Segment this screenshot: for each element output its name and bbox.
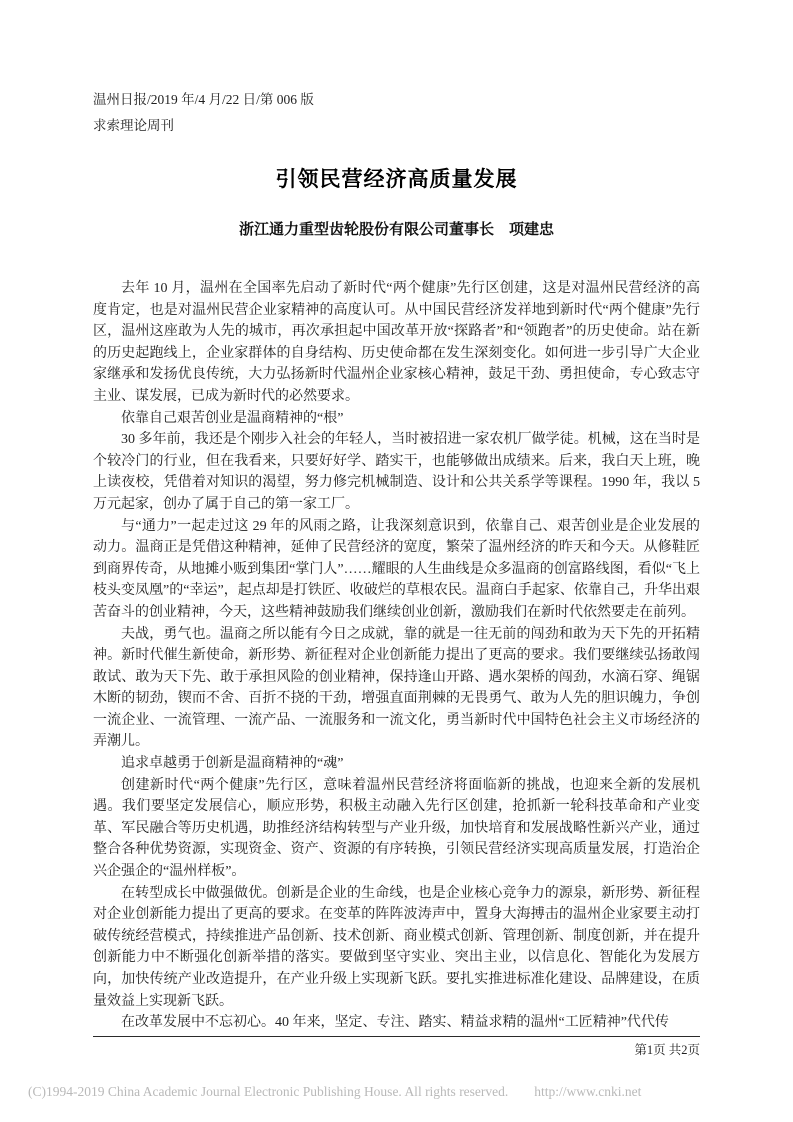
source-line: 温州日报/2019 年/4 月/22 日/第 006 版 <box>93 92 314 107</box>
article-paragraph: 30 多年前，我还是个刚步入社会的年轻人，当时被招进一家农机厂做学徒。机械，这在当时是个较冷门的行业，但在我看来，只要好好学、踏实干，也能够做出成绩来。后来，我白天上班，晚上读夜校，凭借着对知识的渴望，努力修完机械制造、设计和公共关系学等课程。1990 年，我以 5 万元起家，创办了属于自己的第一家工厂。 <box>93 432 700 512</box>
page-content <box>93 0 700 1034</box>
section-subhead: 依靠自己艰苦创业是温商精神的“根” <box>121 410 344 426</box>
copyright-text: (C)1994-2019 China Academic Journal Electronic Publishing House. All rights reserved. <box>28 1084 509 1099</box>
page-indicator: 第1页 共2页 <box>634 1043 700 1057</box>
article-paragraph: 在改革发展中不忘初心。40 年来，坚定、专注、踏实、精益求精的温州“工匠精神”代代传 <box>121 1015 669 1031</box>
cnki-url: http://www.cnki.net <box>534 1084 642 1099</box>
article-paragraph: 创建新时代“两个健康”先行区，意味着温州民营经济将面临新的挑战，也迎来全新的发展机遇。我们要坚定发展信心，顺应形势，积极主动融入先行区创建，抢抓新一轮科技革命和产业变革、军民融合等历史机遇，助推经济结构转型与产业升级，加快培育和发展战略性新兴产业，通过整合各种优势资源，实现资金、资产、资源的有序转换，引领民营经济实现高质量发展，打造治企兴企强企的“温州样板”。 <box>93 777 700 880</box>
article-paragraph: 与“通力”一起走过这 29 年的风雨之路，让我深刻意识到，依靠自己、艰苦创业是企业发展的动力。温商正是凭借这种精神，延伸了民营经济的宽度，繁荣了温州经济的昨天和今天。从修鞋匠到商界传奇，从地摊小贩到集团“掌门人”……耀眼的人生曲线是众多温商的创富路线图，看似“飞上枝头变凤凰”的“幸运”，起点却是打铁匠、收破烂的草根农民。温商白手起家、依靠自己，升华出艰苦奋斗的创业精神，今天，这些精神鼓励我们继续创业创新，激励我们在新时代依然要走在前列。 <box>93 518 700 620</box>
copyright-line <box>28 1084 641 1100</box>
article-byline: 浙江通力重型齿轮股份有限公司董事长 项建忠 <box>238 222 554 238</box>
article-paragraph: 在转型成长中做强做优。创新是企业的生命线，也是企业核心竞争力的源泉，新形势、新征程对企业创新能力提出了更高的要求。在变革的阵阵波涛声中，置身大海搏击的温州企业家要主动打破传统经营模式，持续推进产品创新、技术创新、商业模式创新、管理创新、制度创新，并在提升创新能力中不断强化创新举措的落实。要做到坚守实业、突出主业，以信息化、智能化为发展方向，加快传统产业改造提升，在产业升级上实现新飞跃。要扎实推进标准化建设、品牌建设，在质量效益上实现新飞跃。 <box>93 885 700 1009</box>
page-footer <box>93 1036 700 1058</box>
article-body <box>93 278 700 1034</box>
article-title: 引领民营经济高质量发展 <box>275 168 518 191</box>
section-subhead: 追求卓越勇于创新是温商精神的“魂” <box>121 756 344 772</box>
footer-divider <box>93 1036 700 1037</box>
article-paragraph: 去年 10 月，温州在全国率先启动了新时代“两个健康”先行区创建，这是对温州民营经济的高度肯定，也是对温州民营企业家精神的高度认可。从中国民营经济发祥地到新时代“两个健康”先行区，温州这座敢为人先的城市，再次承担起中国改革开放“探路者”和“领跑者”的历史使命。站在新的历史起跑线上，企业家群体的自身结构、历史使命都在发生深刻变化。如何进一步引导广大企业家继承和发扬优良传统，大力弘扬新时代温州企业家核心精神，鼓足干劲、勇担使命，专心致志守主业、谋发展，已成为新时代的必然要求。 <box>93 281 700 404</box>
column-name: 求索理论周刊 <box>93 118 174 133</box>
article-paragraph: 夫战，勇气也。温商之所以能有今日之成就，靠的就是一往无前的闯劲和敢为天下先的开拓精神。新时代催生新使命，新形势、新征程对企业创新能力提出了更高的要求。我们要继续弘扬敢闯敢试、敢为天下先、敢于承担风险的创业精神，保持逢山开路、遇水架桥的闯劲，水滴石穿、绳锯木断的韧劲，锲而不舍、百折不挠的干劲，增强直面荆棘的无畏勇气、敢为人先的胆识魄力，争创一流企业、一流管理、一流产品、一流服务和一流文化，勇当新时代中国特色社会主义市场经济的弄潮儿。 <box>93 626 700 750</box>
